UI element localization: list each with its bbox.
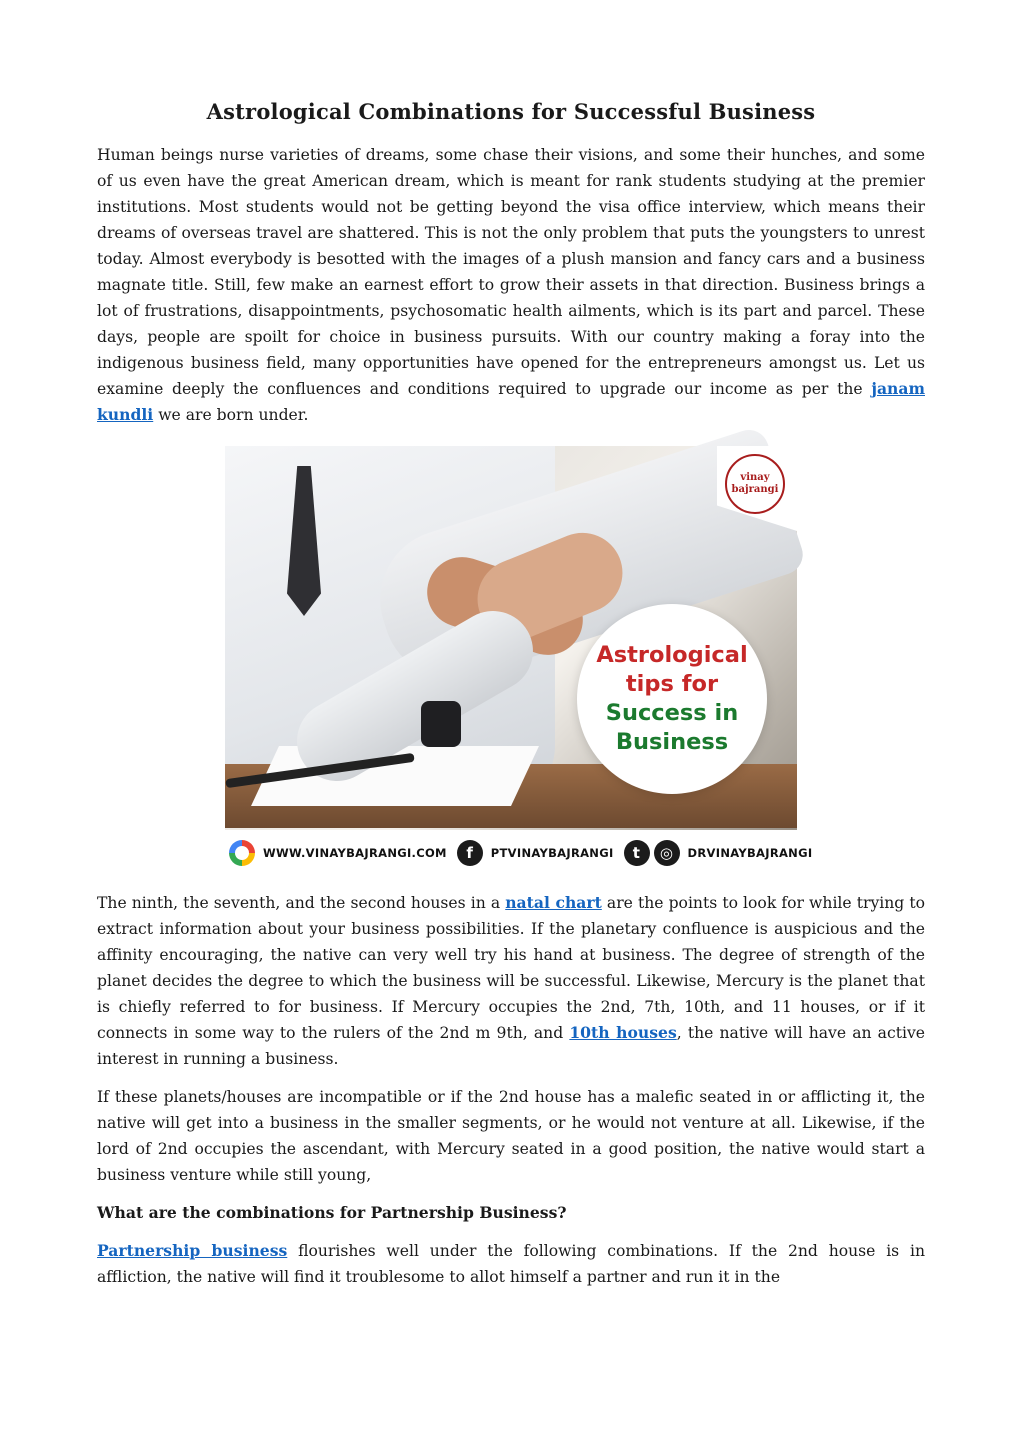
facebook-handle: PTVINAYBAJRANGI [490, 846, 614, 860]
social-handle: DRVINAYBAJRANGI [687, 846, 813, 860]
intro-paragraph [97, 142, 925, 428]
paragraph-text: The ninth, the seventh, and the second houses in a [97, 894, 506, 912]
natal-chart-link[interactable]: natal chart [505, 893, 602, 912]
intro-text-end: we are born under. [153, 406, 309, 424]
banner-footer [225, 830, 813, 876]
instagram-icon: ◎ [654, 840, 680, 866]
banner-headline-line: tips for [625, 671, 719, 697]
banner-headline-line: Astrological [596, 642, 748, 668]
business-banner-image [225, 446, 813, 876]
body-paragraph [97, 890, 925, 1072]
document-content [97, 92, 925, 1290]
paragraph-text: flourishes well under the following combinations. If the 2nd house is in affliction, the native will find it troublesome to allot himself a partner and run it in the [97, 1242, 926, 1286]
section-heading: What are the combinations for Partnership Business? [97, 1203, 567, 1222]
janam-kundli-link[interactable]: janam kundli [97, 379, 925, 424]
banner-headline-circle [577, 604, 767, 794]
page-title: Astrological Combinations for Successful Business [206, 99, 816, 124]
watch-icon [421, 701, 461, 747]
brand-logo-text: vinay bajrangi [731, 472, 779, 495]
facebook-icon: f [457, 840, 483, 866]
body-paragraph [97, 1238, 925, 1290]
paragraph-text: are the points to look for while trying to extract information about your business possibilities. If the planetary confluence is auspicious and the affinity encouraging, the native can very well try his hand at business. The degree of strength of the planet decides the degree to which the business will be successful. Likewise, Mercury is the planet that is chiefly referred to for business. If Mercury occupies the 2nd, 7th, 10th, and 11 houses, or if it connects in some way to the rulers of the 2nd m 9th, and [97, 894, 926, 1042]
twitter-icon: t [624, 840, 650, 866]
banner-headline-line: Business [615, 729, 729, 755]
partnership-business-link[interactable]: Partnership business [97, 1241, 288, 1260]
paragraph-text: , the native will have an active interest in running a business. [97, 1024, 925, 1068]
brand-logo [725, 454, 785, 514]
google-icon [229, 840, 255, 866]
body-paragraph: If these planets/houses are incompatible or if the 2nd house has a malefic seated in or afflicting it, the native will get into a business in the smaller segments, or he would not venture at all. Likewise, if the lord of 2nd occupies the ascendant, with Mercury seated in a good position, the native would start a business venture while still young, [97, 1088, 925, 1184]
intro-text: Human beings nurse varieties of dreams, some chase their visions, and some their hunches, and some of us even have the great American dream, which is meant for rank students studying at the premier institutions. Most students would not be getting beyond the visa office interview, which means their dreams of overseas travel are shattered. This is not the only problem that puts the youngsters to unrest today. Almost everybody is besotted with the images of a plush mansion and fancy cars and a business magnate title. Still, few make an earnest effort to grow their assets in that direction. Business brings a lot of frustrations, disappointments, psychosomatic health ailments, which is its part and parcel. These days, people are spoilt for choice in business pursuits. With our country making a foray into the indigenous business field, many opportunities have opened for the entrepreneurs amongst us. Let us examine deeply the confluences and conditions required to upgrade our income as per the [97, 146, 925, 398]
website-text: WWW.VINAYBAJRANGI.COM [263, 846, 447, 860]
tenth-houses-link[interactable]: 10th houses [569, 1023, 677, 1042]
banner-headline-line: Success in [605, 700, 739, 726]
